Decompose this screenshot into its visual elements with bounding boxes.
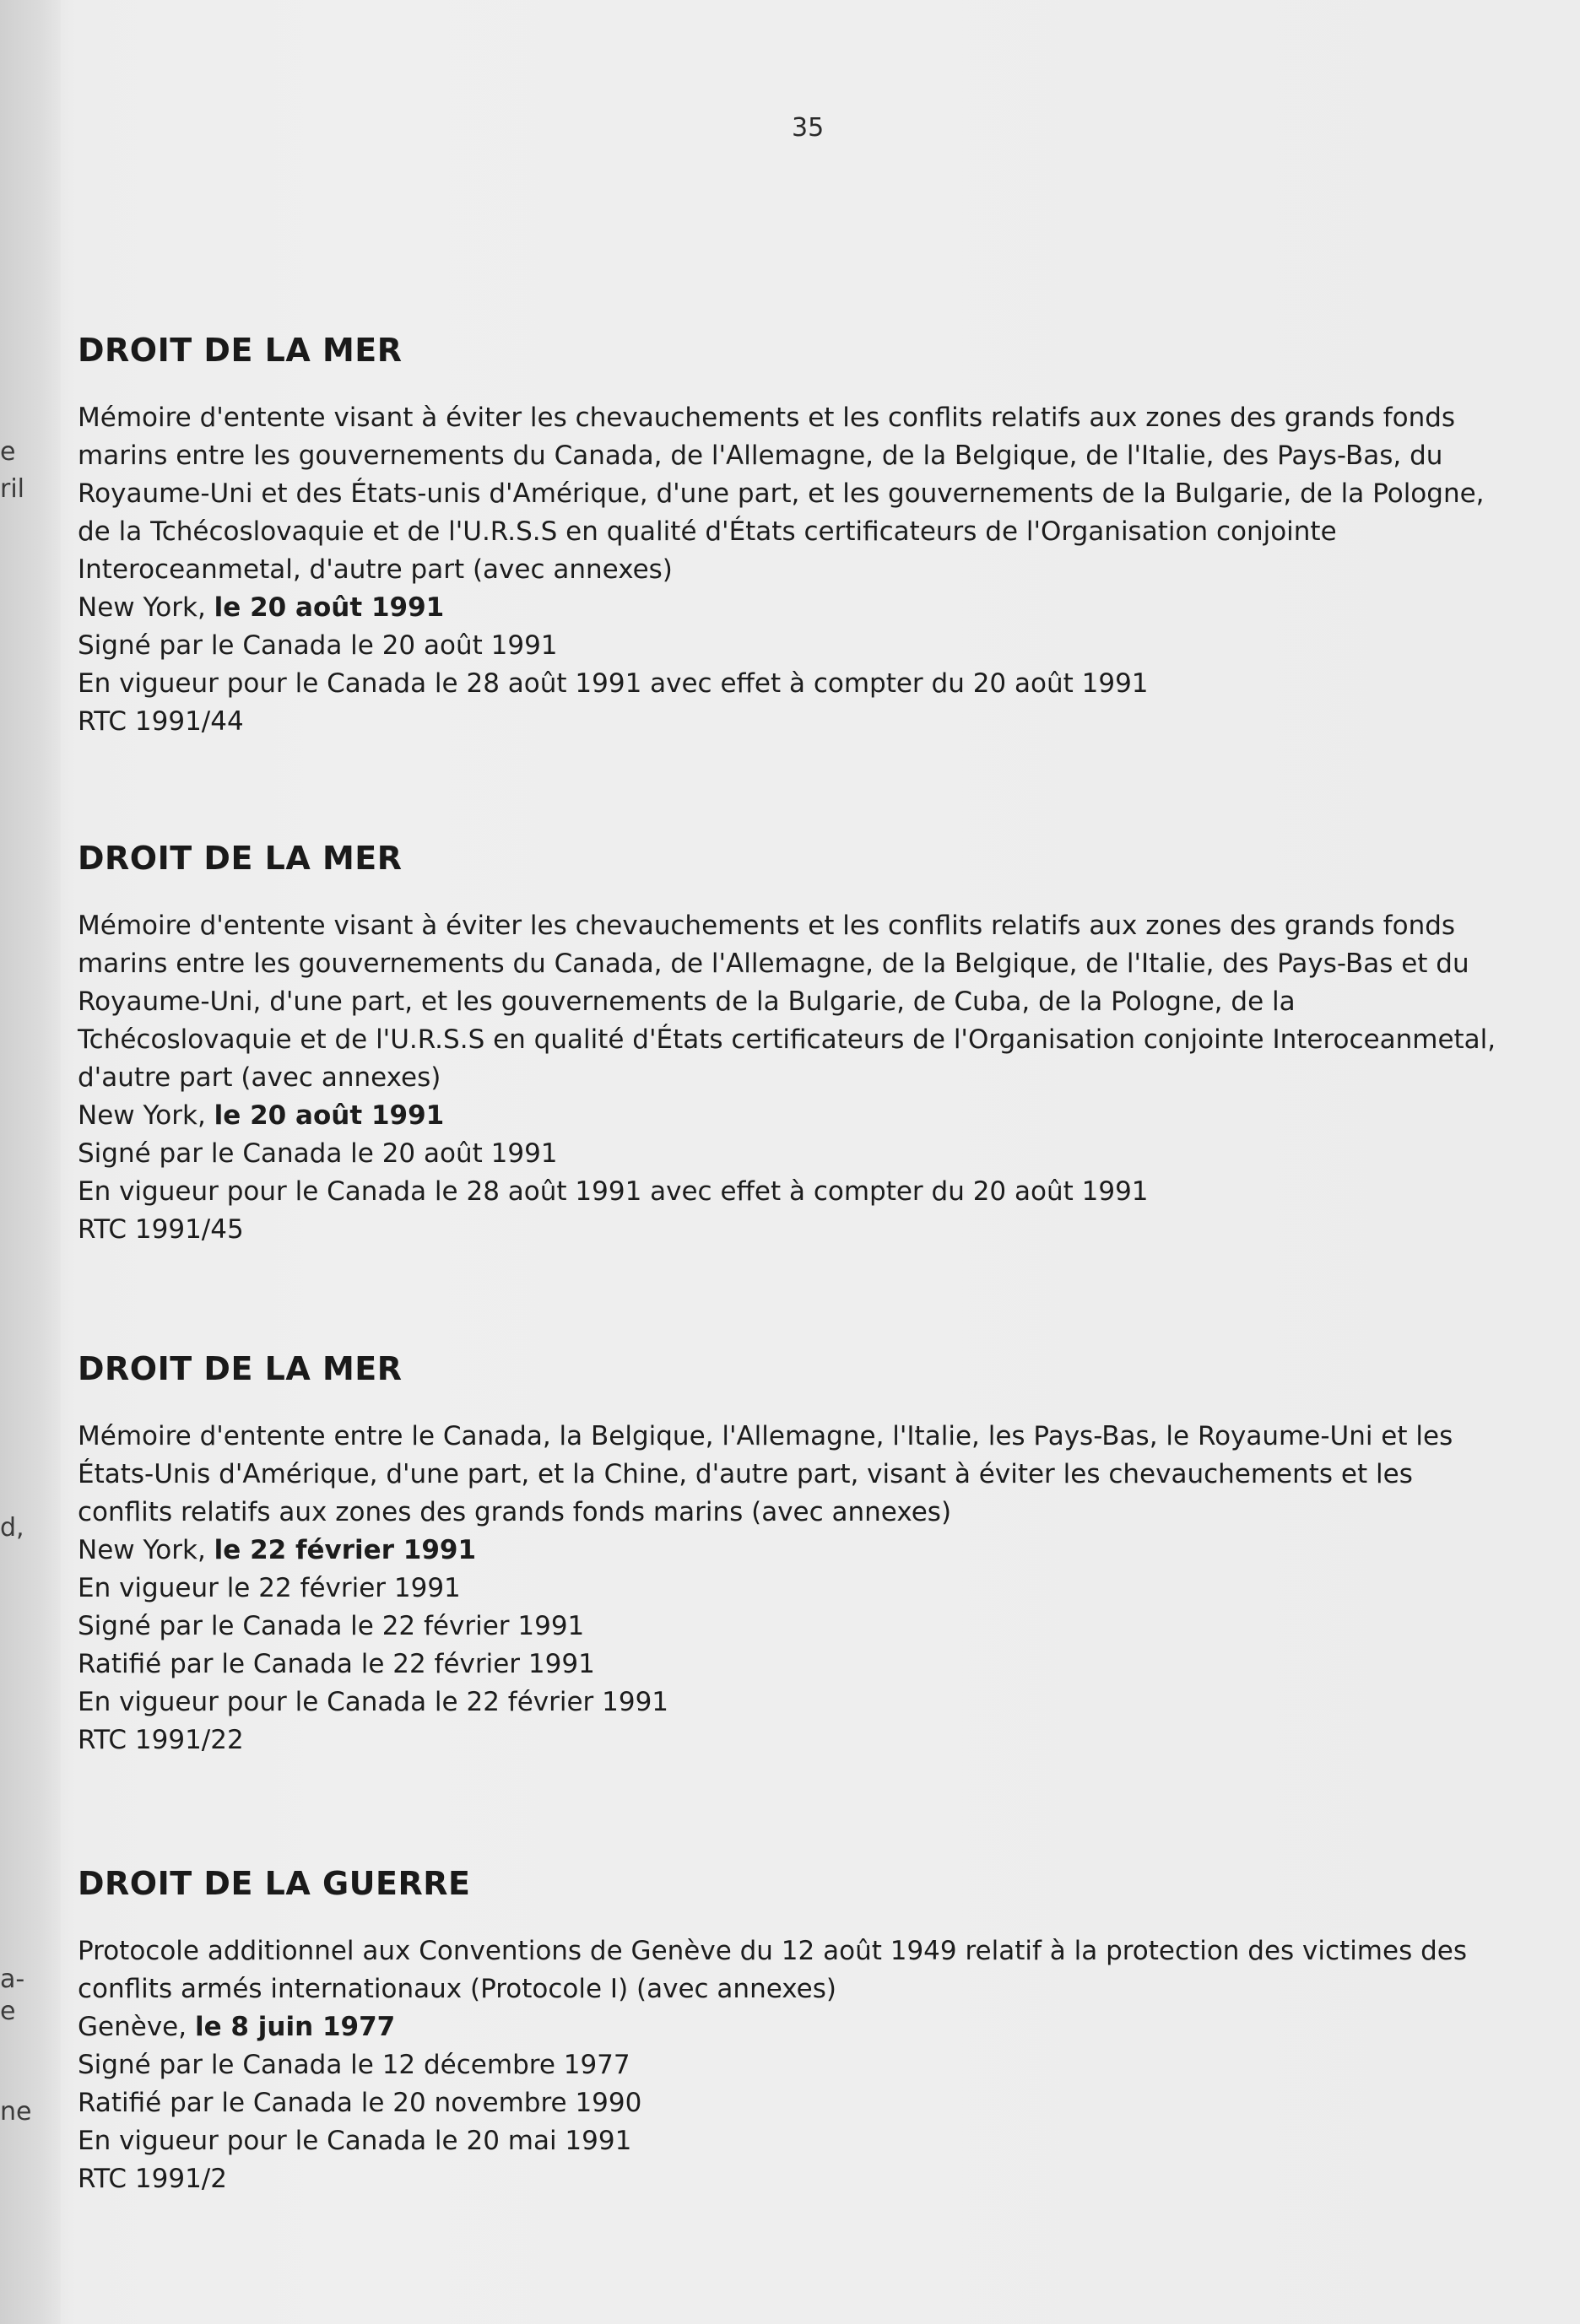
treaty-description: Mémoire d'entente entre le Canada, la Belgique, l'Allemagne, l'Italie, les Pays-Bas, le Royaume-Uni et les États-Unis d'Amérique, d'une part, et la Chine, d'autre part, visant à éviter les chevauchements et les conflits relatifs aux zones des grands fonds marins (avec annexes) bbox=[78, 1421, 1453, 1527]
treaty-description: Mémoire d'entente visant à éviter les chevauchements et les conflits relatifs aux zones des grands fonds marins entre les gouvernements du Canada, de l'Allemagne, de la Belgique, de l'Italie, des Pays-Bas et du Royaume-Uni, d'une part, et les gouvernements de la Bulgarie, de Cuba, de la Pologne, de la Tchécoslovaquie et de l'U.R.S.S en qualité d'États certificateurs de l'Organisation conjointe Interoceanmetal, d'autre part (avec annexes) bbox=[78, 911, 1496, 1093]
spine-text: ne bbox=[0, 2097, 32, 2127]
section-heading: DROIT DE LA MER bbox=[78, 332, 403, 369]
book-spine-shadow bbox=[0, 0, 61, 2324]
treaty-reference: RTC 1991/44 bbox=[78, 706, 244, 737]
treaty-status-line: En vigueur pour le Canada le 20 mai 1991 bbox=[78, 2126, 632, 2156]
section-heading: DROIT DE LA MER bbox=[78, 1350, 403, 1387]
spine-text: ril bbox=[0, 474, 25, 504]
treaty-status-line: En vigueur pour le Canada le 28 août 1991 avec effet à compter du 20 août 1991 bbox=[78, 668, 1149, 699]
treaty-status-line: Signé par le Canada le 22 février 1991 bbox=[78, 1611, 585, 1641]
treaty-status-line: En vigueur pour le Canada le 22 février 1991 bbox=[78, 1687, 669, 1717]
treaty-status-line: En vigueur pour le Canada le 28 août 1991 avec effet à compter du 20 août 1991 bbox=[78, 1176, 1149, 1207]
treaty-reference: RTC 1991/22 bbox=[78, 1725, 244, 1755]
treaty-status-line: Ratifié par le Canada le 22 février 1991 bbox=[78, 1649, 595, 1679]
treaty-place-date bbox=[78, 2008, 1512, 2046]
treaty-status-line: Ratifié par le Canada le 20 novembre 1990 bbox=[78, 2088, 642, 2118]
treaty-status-line: En vigueur le 22 février 1991 bbox=[78, 1573, 461, 1603]
treaty-entry bbox=[78, 840, 1512, 1249]
treaty-status-line: Signé par le Canada le 20 août 1991 bbox=[78, 630, 558, 661]
spine-text: e bbox=[0, 437, 16, 467]
treaty-date: le 22 février 1991 bbox=[214, 1535, 477, 1565]
treaty-date: le 20 août 1991 bbox=[214, 592, 445, 623]
treaty-entry bbox=[78, 1350, 1512, 1759]
spine-text: d, bbox=[0, 1513, 24, 1543]
section-heading: DROIT DE LA MER bbox=[78, 840, 403, 877]
treaty-date: le 8 juin 1977 bbox=[194, 2012, 396, 2042]
treaty-place-date bbox=[78, 1097, 1512, 1135]
page-number: 35 bbox=[792, 113, 825, 143]
treaty-entry bbox=[78, 1865, 1512, 2198]
treaty-place: New York, bbox=[78, 1535, 206, 1565]
treaty-description: Mémoire d'entente visant à éviter les chevauchements et les conflits relatifs aux zones des grands fonds marins entre les gouvernements du Canada, de l'Allemagne, de la Belgique, de l'Italie, des Pays-Bas, du Royaume-Uni et des États-unis d'Amérique, d'une part, et les gouvernements de la Bulgarie, de la Pologne, de la Tchécoslovaquie et de l'U.R.S.S en qualité d'États certificateurs de l'Organisation conjointe Interoceanmetal, d'autre part (avec annexes) bbox=[78, 403, 1485, 585]
treaty-place: New York, bbox=[78, 592, 206, 623]
treaty-place-date bbox=[78, 589, 1512, 627]
treaty-date: le 20 août 1991 bbox=[214, 1100, 445, 1131]
spine-text: a- bbox=[0, 1965, 25, 1994]
treaty-status-line: Signé par le Canada le 12 décembre 1977 bbox=[78, 2050, 630, 2080]
treaty-reference: RTC 1991/45 bbox=[78, 1214, 244, 1245]
treaty-place-date bbox=[78, 1532, 1512, 1570]
spine-text: e bbox=[0, 1997, 16, 2026]
treaty-reference: RTC 1991/2 bbox=[78, 2164, 227, 2194]
treaty-entry bbox=[78, 332, 1512, 741]
treaty-place: New York, bbox=[78, 1100, 206, 1131]
treaty-place: Genève, bbox=[78, 2012, 187, 2042]
treaty-status-line: Signé par le Canada le 20 août 1991 bbox=[78, 1138, 558, 1169]
section-heading: DROIT DE LA GUERRE bbox=[78, 1865, 471, 1902]
treaty-description: Protocole additionnel aux Conventions de Genève du 12 août 1949 relatif à la protection des victimes des conflits armés internationaux (Protocole I) (avec annexes) bbox=[78, 1936, 1467, 2004]
